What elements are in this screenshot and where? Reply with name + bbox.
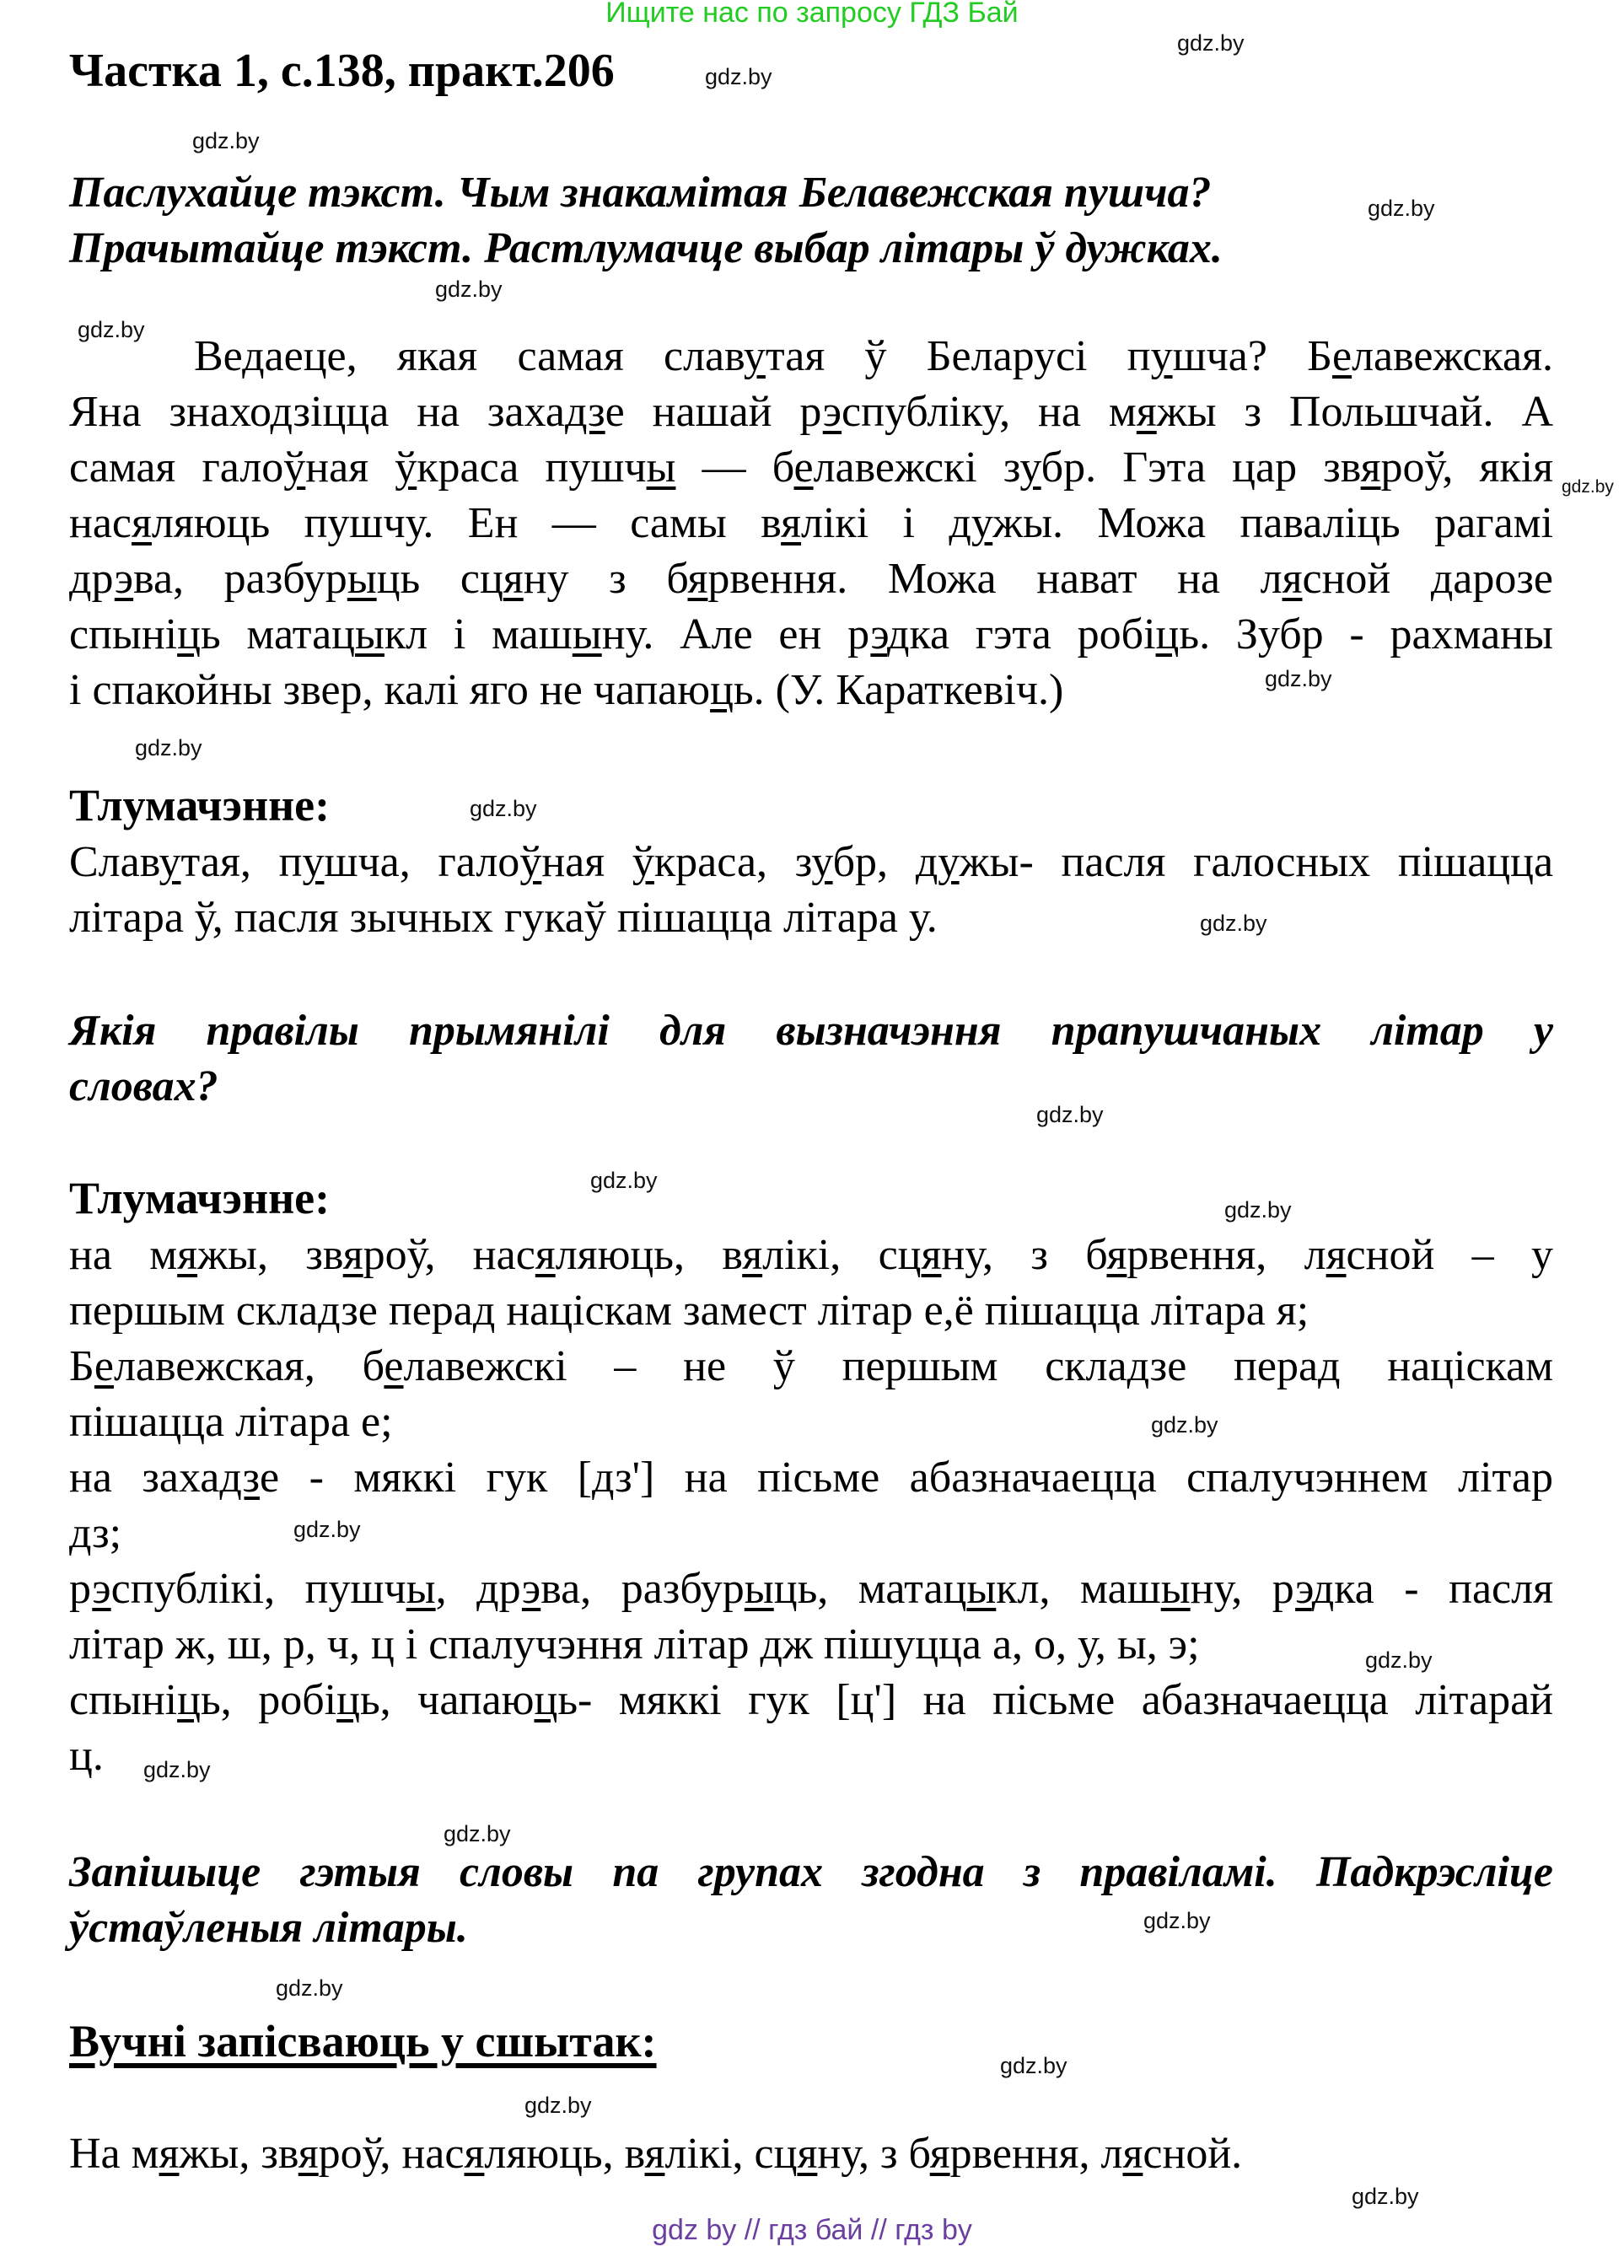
underlined-letter: я (687, 555, 708, 603)
underlined-letter: я (535, 1231, 556, 1279)
text-line: дрэва, разбурыць сцяну з бярвення. Можа нават на лясной дарозе (69, 555, 1554, 603)
underlined-letter: я (503, 555, 524, 603)
underlined-letter: ц (177, 1676, 201, 1724)
page-title: Частка 1, с.138, практ.206 (69, 45, 615, 97)
underlined-letter: э (822, 388, 842, 436)
underlined-letter: я (929, 2130, 950, 2178)
text-line: самая галоўная ўкраса пушчы — белавежскі зубр. Гэта цар звяроў, якія (69, 443, 1554, 492)
underlined-letter: ў (519, 838, 542, 886)
underlined-letter: ц (336, 1676, 360, 1724)
underlined-letter: я (1360, 443, 1381, 492)
watermark: gdz.by (1562, 477, 1614, 497)
underlined-letter: у (743, 332, 766, 380)
question-rules (69, 1003, 1553, 1115)
text-line: Славутая, пушча, галоўная ўкраса, зубр, дужы- пасля галосных пішацца (69, 838, 1554, 886)
watermark: gdz.by (1365, 1647, 1433, 1673)
underlined-letter: я (159, 2130, 180, 2178)
underlined-letter: ў (632, 838, 654, 886)
underlined-letter: я (298, 2130, 319, 2178)
underlined-letter: э (870, 610, 888, 658)
underlined-letter: я (644, 2130, 665, 2178)
watermark: gdz.by (444, 1821, 511, 1846)
text-line: літара ў, пасля зычных гукаў пішацца літара у. (69, 894, 938, 942)
underlined-letter: у (1019, 443, 1041, 492)
underlined-letter: я (742, 1231, 763, 1279)
underlined-letter: дз (219, 1454, 261, 1502)
text-line: дз; (69, 1509, 122, 1557)
underlined-letter: ц (710, 666, 734, 714)
underlined-letter: ц (534, 1676, 558, 1724)
underlined-letter: ы (1160, 1565, 1191, 1613)
text-line: пішацца літара е; (69, 1398, 393, 1446)
watermark: gdz.by (135, 735, 202, 760)
text-line: словах? (69, 1062, 218, 1110)
watermark: gdz.by (143, 1757, 211, 1782)
watermark: gdz.by (276, 1975, 343, 2001)
underlined-letter: ы (646, 443, 676, 492)
underlined-letter: у (938, 838, 960, 886)
explanation-heading-1: Тлумачэнне: (69, 780, 331, 830)
underlined-letter: э (92, 1565, 111, 1613)
watermark: gdz.by (435, 277, 503, 302)
underlined-letter: ы (744, 1565, 774, 1613)
underlined-letter: я (464, 2130, 485, 2178)
underlined-letter: ў (395, 443, 417, 492)
underlined-letter: ы (966, 1565, 997, 1613)
watermark: gdz.by (293, 1517, 361, 1542)
underlined-letter: ц (1155, 610, 1180, 658)
explanation-2 (69, 1228, 1553, 1784)
watermark: gdz.by (1224, 1197, 1292, 1223)
text-line: на мяжы, звяроў, насяляюць, вялікі, сцяну, з бярвення, лясной – у (69, 1231, 1553, 1279)
notebook-heading: Вучні запісваюць у сшытак: (69, 2016, 657, 2066)
underlined-letter: я (342, 1231, 363, 1279)
underlined-letter: у (302, 838, 325, 886)
text-line: На мяжы, звяроў, насяляюць, вялікі, сцяну, з бярвення, лясной. (69, 2130, 1243, 2178)
text-line: Белавежская, белавежскі – не ў першым складзе перад націскам (69, 1342, 1553, 1390)
text-line: і спакойны звер, калі яго не чапаюць. (У. Караткевіч.) (69, 666, 1064, 714)
underlined-letter: у (159, 838, 181, 886)
text-line: першым складзе перад націскам замест літар е,ё пішацца літара я; (69, 1287, 1309, 1335)
underlined-letter: я (921, 1231, 942, 1279)
underlined-letter: ы (354, 610, 384, 658)
underlined-letter: я (1122, 2130, 1143, 2178)
text-line: Паслухайце тэкст. Чым знакамітая Белавежская пушча? (69, 169, 1212, 217)
watermark: gdz.by (1143, 1908, 1211, 1933)
text-line: рэспублікі, пушчы, дрэва, разбурыць, матацыкл, машыну, рэдка - пасля (69, 1565, 1553, 1613)
underlined-letter: ы (406, 1565, 436, 1613)
underlined-letter: е (94, 1342, 114, 1390)
underlined-letter: ц (177, 610, 201, 658)
underlined-letter: е (384, 1342, 404, 1390)
underlined-letter: у (1150, 332, 1173, 380)
text-line: ц. (69, 1732, 104, 1780)
underlined-letter: э (114, 555, 134, 603)
underlined-letter: я (177, 1231, 198, 1279)
text-line: Запішыце гэтыя словы па групах згодна з правіламі. Падкрэсліце (69, 1848, 1553, 1896)
search-banner: Ищите нас по запросу ГДЗ Бай (605, 0, 1019, 29)
underlined-letter: я (797, 2130, 818, 2178)
watermark: gdz.by (1352, 2184, 1419, 2209)
underlined-letter: э (1295, 1565, 1312, 1613)
watermark: gdz.by (705, 64, 772, 89)
notebook-heading-wrap (69, 2013, 657, 2069)
watermark: gdz.by (590, 1168, 658, 1193)
text-line: Яна знаходзіцца на захадзе нашай рэспубліку, на мяжы з Польшчай. А (69, 388, 1554, 436)
text-line: спыніць, робіць, чапаюць- мяккі гук [ц'] на пісьме абазначаецца літарай (69, 1676, 1553, 1724)
underlined-letter: ў (283, 443, 306, 492)
footer-links: gdz by // гдз бай // гдз by (652, 2214, 972, 2246)
watermark: gdz.by (78, 317, 145, 342)
watermark: gdz.by (1200, 911, 1267, 936)
watermark: gdz.by (1000, 2053, 1067, 2078)
watermark: gdz.by (1151, 1412, 1218, 1438)
underlined-letter: я (781, 499, 802, 547)
watermark: gdz.by (1177, 30, 1245, 56)
underlined-letter: э (521, 1565, 541, 1613)
watermark: gdz.by (524, 2093, 592, 2118)
reading-text (69, 329, 1553, 718)
explanation-1 (69, 835, 1553, 946)
underlined-letter: я (1326, 1231, 1347, 1279)
underlined-letter: е (793, 443, 814, 492)
watermark: gdz.by (1265, 666, 1332, 691)
notebook-answer (69, 2126, 1553, 2182)
text-line: ўстаўленыя літары. (69, 1904, 468, 1952)
text-line: на захадзе - мяккі гук [дз'] на пісьме абазначаецца спалучэннем літар (69, 1454, 1553, 1502)
text-line: Якія правілы прымянілі для вызначэння прапушчаных літар у (69, 1007, 1553, 1055)
task-instruction-listen (69, 165, 1553, 277)
underlined-letter: я (1136, 388, 1157, 436)
text-line: літар ж, ш, р, ч, ц і спалучэння літар дж пішуцца а, о, у, ы, э; (69, 1620, 1200, 1669)
underlined-letter: я (132, 499, 152, 547)
underlined-letter: я (1106, 1231, 1127, 1279)
text-line: Прачытайце тэкст. Растлумачце выбар літары ў дужках. (69, 224, 1223, 272)
text-line: Ведаеце, якая самая славутая ў Беларусі пушча? Белавежская. (194, 332, 1553, 380)
explanation-heading-2: Тлумачэнне: (69, 1173, 331, 1223)
underlined-letter: дз (565, 388, 605, 436)
text-line: насяляюць пушчу. Ен — самы вялікі і дужы. Можа паваліць рагамі (69, 499, 1554, 547)
watermark: gdz.by (1368, 196, 1435, 221)
watermark: gdz.by (470, 796, 537, 821)
underlined-letter: е (1332, 332, 1352, 380)
underlined-letter: ы (347, 555, 377, 603)
underlined-letter: ы (572, 610, 602, 658)
text-line: спыніць матацыкл і машыну. Але ен рэдка гэта робіць. Зубр - рахманы (69, 610, 1553, 658)
watermark: gdz.by (192, 128, 260, 153)
underlined-letter: я (1282, 555, 1303, 603)
watermark: gdz.by (1036, 1102, 1104, 1127)
underlined-letter: у (971, 499, 993, 547)
task-instruction-write (69, 1845, 1553, 1956)
underlined-letter: у (811, 838, 833, 886)
